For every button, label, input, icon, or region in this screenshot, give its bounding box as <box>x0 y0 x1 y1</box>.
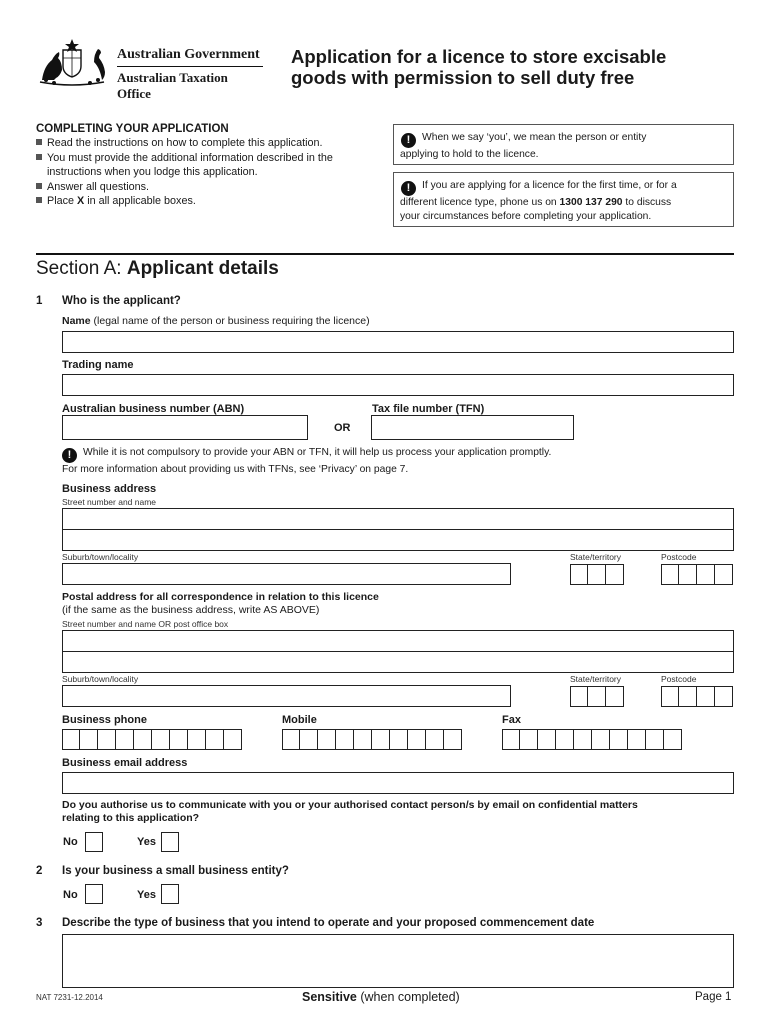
char-cell[interactable] <box>444 729 462 750</box>
or-label: OR <box>334 422 351 434</box>
title-line-1: Application for a licence to store excisable <box>291 46 667 67</box>
char-cell[interactable] <box>556 729 574 750</box>
char-cell[interactable] <box>98 729 116 750</box>
char-cell[interactable] <box>646 729 664 750</box>
char-cell[interactable] <box>610 729 628 750</box>
char-cell[interactable] <box>152 729 170 750</box>
question-text: Is your business a small business entity? <box>62 865 289 877</box>
char-cell[interactable] <box>570 564 588 585</box>
question-number: 3 <box>36 917 43 929</box>
small-business-yes-checkbox[interactable] <box>161 884 179 904</box>
sensitive-label: Sensitive (when completed) <box>302 990 460 1004</box>
note-you-definition: ! When we say ‘you’, we mean the person or entity applying to hold to the licence. <box>393 124 734 165</box>
char-cell[interactable] <box>697 686 715 707</box>
abn-field[interactable] <box>62 415 308 440</box>
question-number: 2 <box>36 865 43 877</box>
postal-street-label: Street number and name OR post office box <box>62 619 229 629</box>
street-label: Street number and name <box>62 497 157 507</box>
postcode-label: Postcode <box>661 674 697 684</box>
title-line-2: goods with permission to sell duty free <box>291 67 635 88</box>
char-cell[interactable] <box>336 729 354 750</box>
authorise-yes-checkbox[interactable] <box>161 832 179 852</box>
char-cell[interactable] <box>502 729 520 750</box>
postal-suburb-field[interactable] <box>62 685 511 707</box>
business-state-field[interactable] <box>570 564 624 585</box>
gov-line-1: Australian Government <box>117 47 263 67</box>
state-label: State/territory <box>570 674 622 684</box>
char-cell[interactable] <box>538 729 556 750</box>
form-title <box>291 46 666 88</box>
email-label: Business email address <box>62 757 188 769</box>
tfn-label: Tax file number (TFN) <box>372 403 485 415</box>
suburb-label: Suburb/town/locality <box>62 552 139 562</box>
char-cell[interactable] <box>390 729 408 750</box>
postal-postcode-field[interactable] <box>661 686 733 707</box>
char-cell[interactable] <box>592 729 610 750</box>
mobile-field[interactable] <box>282 729 462 750</box>
postcode-label: Postcode <box>661 552 697 562</box>
char-cell[interactable] <box>606 564 624 585</box>
bullet-square-icon <box>36 154 42 160</box>
fax-field[interactable] <box>502 729 682 750</box>
fax-label: Fax <box>502 714 521 726</box>
email-field[interactable] <box>62 772 734 794</box>
char-cell[interactable] <box>134 729 152 750</box>
char-cell[interactable] <box>588 686 606 707</box>
char-cell[interactable] <box>679 564 697 585</box>
char-cell[interactable] <box>697 564 715 585</box>
government-name <box>117 47 263 102</box>
bullet-item: Answer all questions. <box>36 180 381 195</box>
char-cell[interactable] <box>715 686 733 707</box>
section-heading: Section A: Applicant details <box>36 258 279 279</box>
question-text: Who is the applicant? <box>62 295 181 307</box>
char-cell[interactable] <box>661 686 679 707</box>
char-cell[interactable] <box>715 564 733 585</box>
bullet-item: Place X in all applicable boxes. <box>36 194 381 209</box>
postal-state-field[interactable] <box>570 686 624 707</box>
mobile-label: Mobile <box>282 714 317 726</box>
char-cell[interactable] <box>188 729 206 750</box>
authorise-no-checkbox[interactable] <box>85 832 103 852</box>
abn-label: Australian business number (ABN) <box>62 403 245 415</box>
gov-line-2: Australian Taxation Office <box>117 70 228 101</box>
business-suburb-field[interactable] <box>62 563 511 585</box>
char-cell[interactable] <box>224 729 242 750</box>
bullet-square-icon <box>36 197 42 203</box>
char-cell[interactable] <box>574 729 592 750</box>
char-cell[interactable] <box>282 729 300 750</box>
char-cell[interactable] <box>354 729 372 750</box>
name-field[interactable] <box>62 331 734 353</box>
authorise-question: Do you authorise us to communicate with you or your authorised contact person/s by email on confidential matters relating to this application? <box>62 799 638 824</box>
char-cell[interactable] <box>408 729 426 750</box>
char-cell[interactable] <box>664 729 682 750</box>
char-cell[interactable] <box>588 564 606 585</box>
char-cell[interactable] <box>426 729 444 750</box>
char-cell[interactable] <box>206 729 224 750</box>
section-divider <box>36 253 734 255</box>
char-cell[interactable] <box>570 686 588 707</box>
business-address-label: Business address <box>62 483 157 495</box>
char-cell[interactable] <box>300 729 318 750</box>
tfn-field[interactable] <box>371 415 574 440</box>
completing-heading: COMPLETING YOUR APPLICATION <box>36 123 229 135</box>
coat-of-arms-logo <box>34 36 110 86</box>
trading-name-field[interactable] <box>62 374 734 396</box>
form-code: NAT 7231-12.2014 <box>36 993 103 1002</box>
char-cell[interactable] <box>606 686 624 707</box>
char-cell[interactable] <box>520 729 538 750</box>
bullet-square-icon <box>36 139 42 145</box>
exclamation-icon: ! <box>401 133 416 148</box>
char-cell[interactable] <box>170 729 188 750</box>
small-business-yes-label: Yes <box>137 889 156 901</box>
trading-name-label: Trading name <box>62 359 134 371</box>
char-cell[interactable] <box>80 729 98 750</box>
small-business-no-label: No <box>63 889 78 901</box>
small-business-no-checkbox[interactable] <box>85 884 103 904</box>
exclamation-icon: ! <box>401 181 416 196</box>
char-cell[interactable] <box>62 729 80 750</box>
char-cell[interactable] <box>628 729 646 750</box>
char-cell[interactable] <box>679 686 697 707</box>
postal-street-line-1[interactable] <box>62 630 734 652</box>
bullet-item: Read the instructions on how to complete this application. <box>36 136 381 151</box>
business-postcode-field[interactable] <box>661 564 733 585</box>
bullet-item: You must provide the additional information described in the <box>36 151 381 166</box>
business-description-field[interactable] <box>62 934 734 988</box>
char-cell[interactable] <box>116 729 134 750</box>
business-street-line-2[interactable] <box>62 529 734 551</box>
authorise-no-label: No <box>63 836 78 848</box>
business-street-line-1[interactable] <box>62 508 734 530</box>
authorise-yes-label: Yes <box>137 836 156 848</box>
postal-address-label: Postal address for all correspondence in relation to this licence (if the same as the business address, write AS ABOVE) <box>62 591 379 616</box>
question-text: Describe the type of business that you intend to operate and your proposed commencement date <box>62 917 595 929</box>
bullet-continuation: instructions when you lodge this application. <box>47 166 258 178</box>
char-cell[interactable] <box>661 564 679 585</box>
page-number: Page 1 <box>695 991 732 1003</box>
name-label: Name (legal name of the person or business requiring the licence) <box>62 315 370 327</box>
completing-section <box>36 123 381 209</box>
suburb-label: Suburb/town/locality <box>62 674 139 684</box>
postal-street-line-2[interactable] <box>62 651 734 673</box>
char-cell[interactable] <box>372 729 390 750</box>
exclamation-icon: ! <box>62 448 77 463</box>
business-phone-label: Business phone <box>62 714 147 726</box>
bullet-square-icon <box>36 183 42 189</box>
tfn-note: ! While it is not compulsory to provide your ABN or TFN, it will help us process your application promptly. For more information about providing us with TFNs, see ‘Privacy’ on page 7. <box>62 447 552 475</box>
note-first-time: ! If you are applying for a licence for the first time, or for a different licence type, phone us on 1300 137 290 to discuss your circumstances before completing your application. <box>393 172 734 227</box>
char-cell[interactable] <box>318 729 336 750</box>
question-number: 1 <box>36 295 43 307</box>
business-phone-field[interactable] <box>62 729 242 750</box>
state-label: State/territory <box>570 552 622 562</box>
